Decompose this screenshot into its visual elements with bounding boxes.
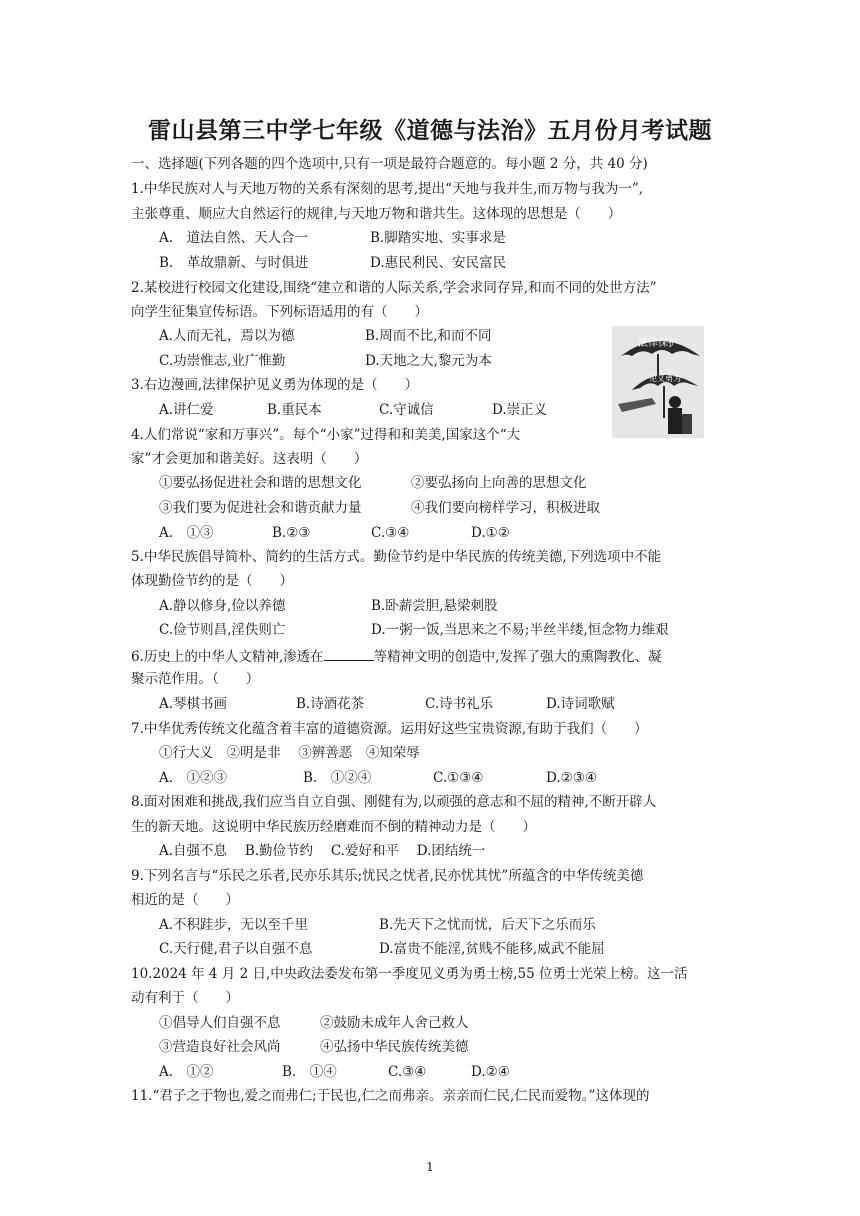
q5-option-c: C.俭节则昌,淫佚则亡: [159, 622, 286, 638]
question-6-line-2: 聚示范作用。（ ）: [131, 671, 260, 687]
q4-option-c: C.③④: [371, 525, 410, 541]
q10-option-c: C.③④: [388, 1064, 427, 1080]
question-2-line-2: 向学生征集宣传标语。下列标语适用的有（ ）: [131, 304, 428, 320]
question-6-line-1: [131, 646, 661, 666]
q3-option-a: A.讲仁爱: [159, 402, 214, 418]
question-4-line-1: 4.人们常说“家和万事兴”。每个“小家”过得和和美美,国家这个“大: [131, 427, 521, 443]
q6-option-b: B.诗酒花茶: [296, 696, 365, 712]
q1-option-b: B.脚踏实地、实事求是: [370, 230, 506, 246]
q4-option-a: A. ①③: [159, 525, 214, 541]
q4-option-b: B.②③: [272, 525, 311, 541]
q5-option-a: A.静以修身,俭以养德: [159, 598, 286, 614]
q10-option-b: B. ①④: [282, 1064, 337, 1080]
q6-text-before-blank: 6.历史上的中华人文精神,渗透在: [131, 649, 324, 665]
q9-option-d: D.富贵不能淫,贫贱不能移,威武不能屈: [379, 941, 605, 957]
q10-statement-2: ②鼓励未成年人舍己救人: [320, 1015, 469, 1031]
q3-option-c: C.守诚信: [379, 402, 434, 418]
question-9-line-2: 相近的是（ ）: [131, 892, 239, 908]
q6-text-after-blank: 等精神文明的创造中,发挥了强大的熏陶教化、凝: [373, 649, 662, 665]
q8-options: A.自强不息 B.勤俭节约 C.爱好和平 D.团结统一: [159, 843, 486, 859]
page-title: 雷山县第三中学七年级《道德与法治》五月份月考试题: [148, 117, 712, 144]
q5-option-d: D.一粥一饭,当思来之不易;半丝半缕,恒念物力维艰: [371, 622, 669, 638]
q4-statement-3: ③我们要为促进社会和谐贡献力量: [159, 500, 362, 516]
q7-option-b: B. ①②④: [303, 770, 372, 786]
question-8-line-1: 8.面对困难和挑战,我们应当自立自强、刚健有为,以顽强的意志和不屈的精神,不断开辟人: [131, 794, 657, 810]
q4-option-d: D.①②: [471, 525, 510, 541]
q4-statement-2: ②要弘扬向上向善的思想文化: [411, 475, 587, 491]
q3-option-b: B.重民本: [267, 402, 322, 418]
q10-statement-1: ①倡导人们自强不息: [159, 1015, 281, 1031]
q1-option-a: A. 道法自然、天人合一: [159, 230, 309, 246]
q5-option-b: B.卧薪尝胆,悬梁刺股: [371, 598, 498, 614]
q6-option-a: A.琴棋书画: [159, 696, 228, 712]
q6-option-c: C.诗书礼乐: [425, 696, 494, 712]
q3-option-d: D.崇正义: [492, 402, 548, 418]
question-10-line-2: 动有利于（ ）: [131, 990, 239, 1006]
q9-option-c: C.天行健,君子以自强不息: [159, 941, 313, 957]
comic-top-text: 法律保护: [638, 338, 678, 349]
q2-option-c: C.功崇惟志,业广惟勤: [159, 353, 286, 369]
question-8-line-2: 生的新天地。这说明中华民族历经磨难而不倒的精神动力是（ ）: [131, 819, 536, 835]
q7-option-d: D.②③④: [546, 770, 597, 786]
q2-option-d: D.天地之大,黎元为本: [365, 353, 492, 369]
q4-statement-4: ④我们要向榜样学习，积极进取: [411, 500, 600, 516]
q9-option-b: B.先天下之忧而忧，后天下之乐而乐: [379, 917, 596, 933]
question-1-line-1: 1.中华民族对人与天地万物的关系有深刻的思考,提出“天地与我并生,而万物与我为一”,: [131, 181, 644, 197]
comic-image: [612, 326, 704, 438]
q9-option-a: A.不积跬步，无以至千里: [159, 917, 309, 933]
q6-option-d: D.诗词歌赋: [546, 696, 615, 712]
page-number: 1: [426, 1160, 434, 1174]
q10-option-a: A. ①②: [159, 1064, 214, 1080]
q1-option-c: B. 革故鼎新、与时俱进: [159, 255, 309, 271]
question-7-line-1: 7.中华优秀传统文化蕴含着丰富的道德资源。运用好这些宝贵资源,有助于我们（ ）: [131, 721, 648, 737]
q10-option-d: D.②④: [471, 1064, 510, 1080]
q7-option-a: A. ①②③: [159, 770, 228, 786]
question-5-line-1: 5.中华民族倡导简朴、简约的生活方式。勤俭节约是中华民族的传统美德,下列选项中不能: [131, 549, 662, 565]
question-10-line-1: 10.2024 年 4 月 2 日,中央政法委发布第一季度见义勇为勇士榜,55 位勇士光荣上榜。这一活: [131, 966, 688, 982]
q1-option-d: D.惠民利民、安民富民: [370, 255, 507, 271]
fill-in-blank: [324, 646, 374, 661]
question-1-line-2: 主张尊重、顺应大自然运行的规律,与天地万物和谐共生。这体现的思想是（ ）: [131, 206, 622, 222]
q10-statement-3: ③营造良好社会风尚: [159, 1039, 281, 1055]
section-header: 一、选择题(下列各题的四个选项中,只有一项是最符合题意的。每小题 2 分，共 40 分): [131, 156, 648, 172]
q10-statement-4: ④弘扬中华民族传统美德: [320, 1039, 469, 1055]
q2-option-b: B.周而不比,和而不同: [365, 328, 492, 344]
q7-option-c: C.①③④: [433, 770, 484, 786]
question-2-line-1: 2.某校进行校园文化建设,围绕“建立和谐的人际关系,学会求同存异,和而不同的处世方法”: [131, 280, 657, 296]
q2-option-a: A.人而无礼，焉以为德: [159, 328, 295, 344]
question-4-line-2: 家”才会更加和谐美好。这表明（ ）: [131, 451, 368, 467]
q4-statement-1: ①要弘扬促进社会和谐的思想文化: [159, 475, 362, 491]
question-9-line-1: 9.下列名言与“乐民之乐者,民亦乐其乐;忧民之忧者,民亦忧其忧”所蕴含的中华传统美德: [131, 868, 644, 884]
question-5-line-2: 体现勤俭节约的是（ ）: [131, 573, 293, 589]
question-11-line-1: 11.“君子之于物也,爱之而弗仁;于民也,仁之而弗亲。亲亲而仁民,仁民而爱物。”这体现的: [131, 1088, 650, 1104]
q7-statements: ①行大义 ②明是非 ③辨善恶 ④知荣辱: [159, 745, 420, 761]
question-3-line-1: 3.右边漫画,法律保护见义勇为体现的是（ ）: [131, 377, 419, 393]
comic-mid-text: 见义勇为: [649, 374, 681, 383]
umbrella-comic-icon: [612, 326, 704, 438]
